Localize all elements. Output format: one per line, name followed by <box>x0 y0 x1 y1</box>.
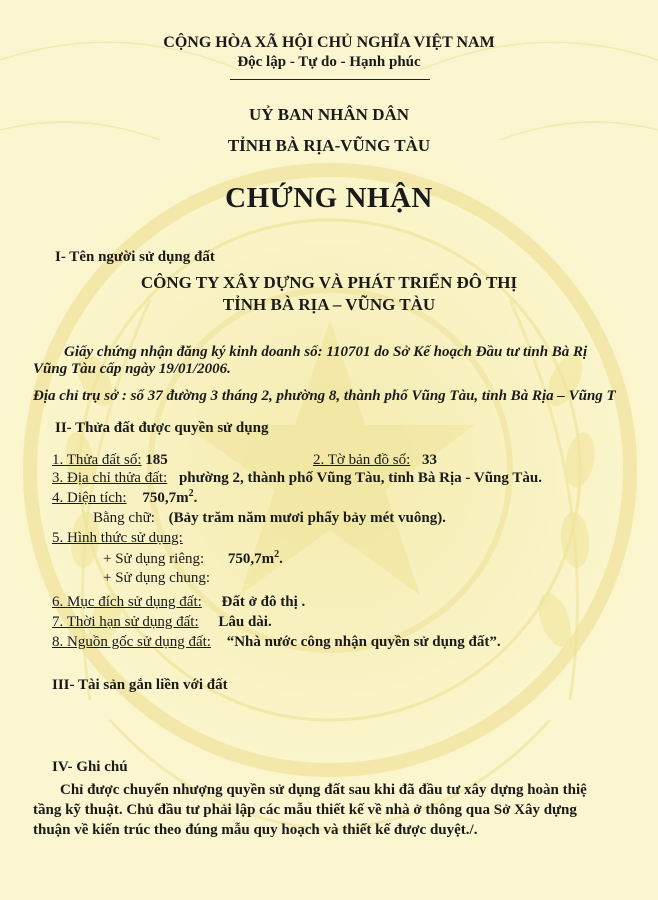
location-row <box>52 470 542 487</box>
note-line1: Chỉ được chuyển nhượng quyền sử dụng đất sau khi đã đầu tư xây dựng hoàn thiệ <box>60 782 587 798</box>
location-label: 3. Địa chỉ thửa đất: <box>52 470 168 486</box>
private-use-label: + Sử dụng riêng: <box>103 551 205 567</box>
purpose-value: Đất ở đô thị . <box>221 594 306 610</box>
private-use-value: $750,7m^2$. <box>227 549 283 567</box>
issuing-authority-line1: UỶ BAN NHÂN DÂN <box>248 105 410 124</box>
parcel-label: 1. Thửa đất số: <box>52 452 142 468</box>
company-name-line2: TỈNH BÀ RỊA – VŨNG TÀU <box>222 295 436 314</box>
parcel-value: 185 <box>145 452 168 468</box>
term-value: Lâu dài. <box>218 614 272 630</box>
parcel-row <box>52 452 168 469</box>
company-name-line1: CÔNG TY XÂY DỰNG VÀ PHÁT TRIỂN ĐÔ THỊ <box>140 273 518 292</box>
national-motto: Độc lập - Tự do - Hạnh phúc <box>237 54 421 70</box>
term-label: 7. Thời hạn sử dụng đất: <box>52 614 199 630</box>
motto-underline <box>230 79 430 80</box>
purpose-label: 6. Mục đích sử dụng đất: <box>52 594 202 610</box>
location-value: phường 2, thành phố Vũng Tàu, tỉnh Bà Rịa - Vũng Tàu. <box>178 470 542 486</box>
note-line3: thuận về kiến trúc theo đúng mẫu quy hoạch và thiết kế được duyệt./. <box>33 822 478 838</box>
section4-heading: IV- Ghi chú <box>52 759 128 775</box>
area-words-value: (Bảy trăm năm mươi phẩy bảy mét vuông). <box>168 510 446 526</box>
map-sheet-value: 33 <box>422 452 437 468</box>
purpose-row <box>52 594 305 611</box>
map-sheet-row <box>313 452 437 469</box>
section2-heading: II- Thửa đất được quyền sử dụng <box>55 420 269 436</box>
shared-use-label: + Sử dụng chung: <box>103 570 211 586</box>
section1-heading: I- Tên người sử dụng đất <box>55 249 215 265</box>
private-use-row <box>103 549 283 568</box>
area-words-label: Bằng chữ: <box>93 510 155 526</box>
origin-value: “Nhà nước công nhận quyền sử dụng đất”. <box>226 634 501 650</box>
business-license-line2: Vũng Tàu cấp ngày 19/01/2006. <box>33 361 231 377</box>
origin-row <box>52 634 501 651</box>
business-license-line1: Giấy chứng nhận đăng ký kinh doanh số: 110701 do Sở Kế hoạch Đầu tư tỉnh Bà Rị <box>64 344 588 360</box>
head-office-address: Địa chỉ trụ sở : số 37 đường 3 tháng 2, phường 8, thành phố Vũng Tàu, tỉnh Bà Rịa – Vũng T <box>33 388 616 404</box>
usage-form-label: 5. Hình thức sử dụng: <box>52 530 183 546</box>
area-label: 4. Diện tích: <box>52 490 127 506</box>
map-sheet-label: 2. Tờ bản đồ số: <box>313 452 411 468</box>
note-line2: tầng kỹ thuật. Chủ đầu tư phải lập các mẫu thiết kế về nhà ở thông qua Sở Xây dựng <box>33 802 577 818</box>
section3-heading: III- Tài sản gắn liền với đất <box>52 677 228 693</box>
nation-name: CỘNG HÒA XÃ HỘI CHỦ NGHĨA VIỆT NAM <box>163 34 495 51</box>
origin-label: 8. Nguồn gốc sử dụng đất: <box>52 634 211 650</box>
document-title: CHỨNG NHẬN <box>225 182 433 214</box>
area-words-row <box>93 510 446 527</box>
area-value: $750,7m^2$. <box>142 488 198 506</box>
term-row <box>52 614 272 631</box>
area-row <box>52 488 197 507</box>
issuing-authority-line2: TỈNH BÀ RỊA-VŨNG TÀU <box>227 136 431 155</box>
